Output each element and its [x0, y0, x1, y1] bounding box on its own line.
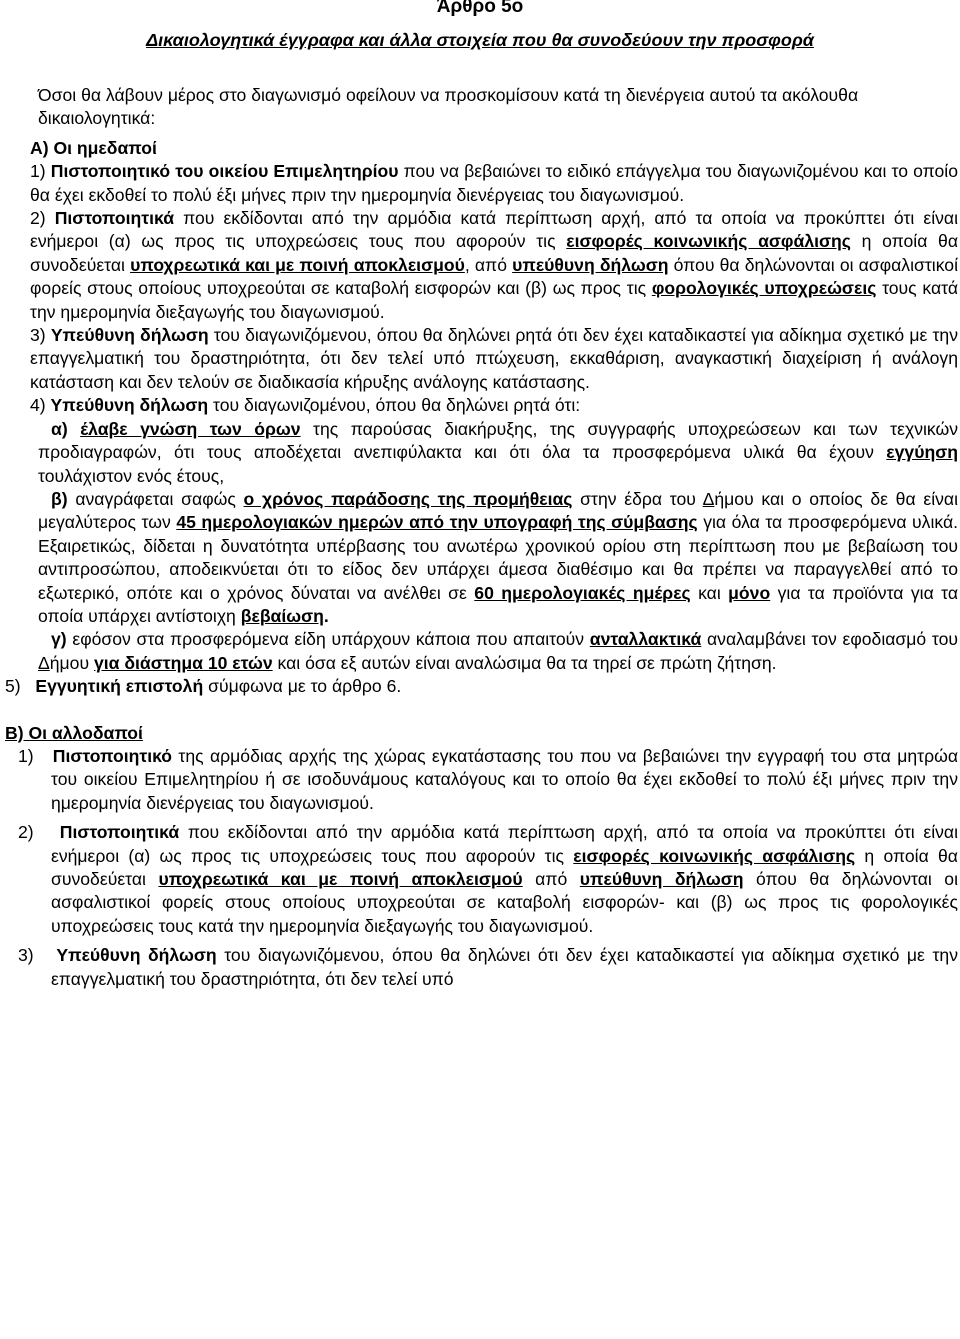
item-text: ήμου — [49, 652, 94, 673]
item-text: , από — [464, 254, 513, 275]
item-number: 4) — [30, 395, 46, 416]
underlined-term: εισφορές κοινωνικής ασφάλισης — [566, 231, 851, 252]
item-text: σύμφωνα με το άρθρο 6. — [203, 676, 402, 697]
section-b-item-1 — [18, 745, 958, 815]
section-b-item-3 — [18, 944, 958, 991]
section-b-item-2 — [18, 821, 958, 938]
item-text: και — [690, 582, 729, 603]
item-number: 1) — [18, 745, 34, 766]
item-4-sub-b — [38, 488, 958, 628]
underlined-term: φορολογικές υποχρεώσεις — [651, 278, 877, 299]
sub-label: γ) — [51, 629, 67, 650]
item-number: 3) — [30, 325, 46, 346]
item-text: όπου θα δηλώνονται οι ασφαλιστικοί φορείς στους οποίους υποχρεούται σε καταβολή εισφορών- και (β) ως προς τις φορολογικές υποχρεώσεις τους κατά την ημερομηνία διεξαγωγής του διαγωνισμού. — [51, 869, 958, 936]
item-number: 1) — [30, 161, 46, 182]
item-bold-label: Υπεύθυνη δήλωση — [56, 945, 217, 966]
underlined-letter: Δ — [702, 488, 715, 509]
item-number: 5) — [5, 676, 21, 697]
sub-label: β) — [51, 488, 68, 509]
underlined-term: βεβαίωση — [240, 605, 324, 626]
item-text: της αρμόδιας αρχής της χώρας εγκατάστασης του που να βεβαιώνει την εγγραφή του στα μητρώα του οικείου Επιμελητηρίου ή σε ισοδυνάμους καταλόγους και το οποίο θα έχει εκδοθεί το πολύ έξι μήνες πριν την ημερομηνία διενέργειας του διαγωνισμού. — [51, 745, 958, 813]
article-subtitle: Δικαιολογητικά έγγραφα και άλλα στοιχεία που θα συνοδεύουν την προσφορά — [146, 30, 814, 50]
underlined-term: υποχρεωτικά και με ποινή αποκλεισμού — [158, 869, 523, 889]
section-a-heading: Α) Οι ημεδαποί — [30, 137, 157, 158]
item-text: αναλαμβάνει τον εφοδιασμό του — [701, 629, 958, 650]
item-text: αναγράφεται σαφώς — [67, 488, 244, 509]
item-bold-label: Υπεύθυνη δήλωση — [50, 325, 209, 346]
item-text: του διαγωνιζόμενου, όπου θα δηλώνει ότι δεν έχει καταδικαστεί για αδίκημα σχετικό με την επαγγελματική του δραστηριότητα, ότι δεν τελεί υπό — [51, 945, 958, 989]
item-text: στην έδρα του — [572, 488, 703, 509]
item-text: τους κατά την ημερομηνία διεξαγωγής του διαγωνισμού. — [30, 278, 958, 322]
item-number: 2) — [30, 208, 46, 229]
underlined-term: υποχρεωτικά και με ποινή αποκλεισμού — [130, 254, 465, 275]
item-text: τουλάχιστον ενός έτους, — [38, 465, 225, 486]
underlined-letter: Δ — [38, 652, 50, 673]
item-text: της παρούσας διακήρυξης, της συγγραφής υποχρεώσεων και των τεχνικών προδιαγραφών, ότι τους αποδέχεται ανεπιφύλακτα και ότι όλα τα προσφερόμενα υλικά θα έχουν — [38, 418, 959, 463]
item-text: . — [323, 605, 329, 626]
item-text: όπου θα δηλώνονται οι ασφαλιστικοί φορείς στους οποίους υποχρεούται σε καταβολή εισφορών και (β) ως προς τις — [30, 254, 958, 299]
underlined-term: έλαβε γνώση των όρων — [80, 418, 301, 439]
underlined-term: μόνο — [728, 582, 771, 603]
intro-paragraph: Όσοι θα λάβουν μέρος στο διαγωνισμό οφείλουν να προσκομίσουν κατά τη διενέργεια αυτού τα ακόλουθα δικαιολογητικά: — [38, 85, 859, 129]
sub-label: α) — [51, 418, 68, 439]
item-text: που εκδίδονται από την αρμόδια κατά περίπτωση αρχή, από τα οποία να προκύπτει ότι είναι ενήμεροι (α) ως προς τις υποχρεώσεις τους που αφορούν τις — [51, 822, 958, 866]
underlined-term: ο χρόνος παράδοσης της προμήθειας — [243, 488, 573, 509]
article-title: Άρθρο 5ο — [436, 0, 524, 17]
item-text: η οποία θα συνοδεύεται — [30, 231, 958, 275]
item-4-sub-c — [38, 628, 958, 675]
item-number: 2) — [18, 822, 34, 843]
section-a-item-2 — [30, 207, 958, 324]
item-number: 3) — [18, 945, 34, 966]
item-bold-label: Πιστοποιητικά — [54, 208, 175, 229]
underlined-term: για διάστημα 10 ετών — [93, 652, 273, 673]
item-text: που να βεβαιώνει το ειδικό επάγγελμα του διαγωνιζομένου και το οποίο θα έχει εκδοθεί το πολύ έξι μήνες πριν την ημερομηνία διενέργειας του διαγωνισμού. — [30, 161, 958, 205]
item-text: του διαγωνιζομένου, όπου θα δηλώνει ρητά ότι: — [208, 395, 581, 416]
section-a-item-4 — [30, 394, 958, 417]
underlined-term: ανταλλακτικά — [589, 629, 702, 650]
item-text: από — [522, 869, 580, 889]
underlined-term: εισφορές κοινωνικής ασφάλισης — [573, 845, 856, 866]
article-body — [5, 84, 959, 991]
underlined-term: υπεύθυνη δήλωση — [512, 254, 669, 275]
section-a-item-5 — [5, 675, 958, 698]
item-text: για τα προϊόντα για τα οποία υπάρχει αντίστοιχη — [38, 582, 959, 626]
item-bold-label: Υπεύθυνη δήλωση — [50, 395, 209, 416]
underlined-term: εγγύηση — [886, 442, 958, 463]
underlined-term: 45 ημερολογιακών ημερών από την υπογραφή της σύμβασης — [176, 512, 698, 533]
item-bold-label: Πιστοποιητικό του οικείου Επιμελητηρίου — [50, 161, 399, 182]
item-text: που εκδίδονται από την αρμόδια κατά περίπτωση αρχή, από τα οποία να προκύπτει ότι είναι ενήμεροι (α) ως προς τις υποχρεώσεις τους που αφορούν τις — [30, 208, 958, 252]
underlined-term: υπεύθυνη δήλωση — [579, 869, 744, 889]
item-text: και όσα εξ αυτών είναι αναλώσιμα θα τα τηρεί σε πρώτη ζήτηση. — [272, 652, 777, 673]
item-text: εφόσον στα προσφερόμενα είδη υπάρχουν κάποια που απαιτούν — [66, 629, 590, 650]
section-a-item-1 — [30, 160, 958, 207]
item-bold-label: Εγγυητική επιστολή — [35, 676, 204, 697]
item-text: για όλα τα προσφερόμενα υλικά. Εξαιρετικώς, δίδεται η δυνατότητα υπέρβασης του ανωτέρω χρονικού ορίου στη περίπτωση που με βεβαίωση του αντιπροσώπου, αποδεικνύεται ότι το είδος δεν υπάρχει άμεσα διαθέσιμο και θα πρέπει να παραγγελθεί από το εξωτερικό, οπότε και ο χρόνος δύναται να ανέλθει σε — [38, 512, 959, 603]
item-text: του διαγωνιζόμενου, όπου θα δηλώνει ρητά ότι δεν έχει καταδικαστεί για αδίκημα σχετικό με την επαγγελματική του δραστηριότητα, ότι δεν τελεί υπό πτώχευση, εκκαθάριση, αναγκαστική διαχείριση ή ανάλογη κατάσταση και δεν τελούν σε διαδικασία κήρυξης ανάλογης κατάστασης. — [30, 325, 958, 392]
item-text: η οποία θα συνοδεύεται — [51, 845, 958, 889]
item-4-sub-a — [38, 418, 958, 488]
section-a-item-3 — [30, 324, 958, 394]
item-bold-label: Πιστοποιητικά — [59, 822, 180, 843]
item-bold-label: Πιστοποιητικό — [52, 745, 173, 766]
item-text: ήμου και ο οποίος δε θα είναι μεγαλύτερος των — [38, 488, 958, 533]
section-b-heading: Β) Οι αλλοδαποί — [5, 722, 143, 743]
underlined-term: 60 ημερολογιακές ημέρες — [474, 582, 691, 603]
